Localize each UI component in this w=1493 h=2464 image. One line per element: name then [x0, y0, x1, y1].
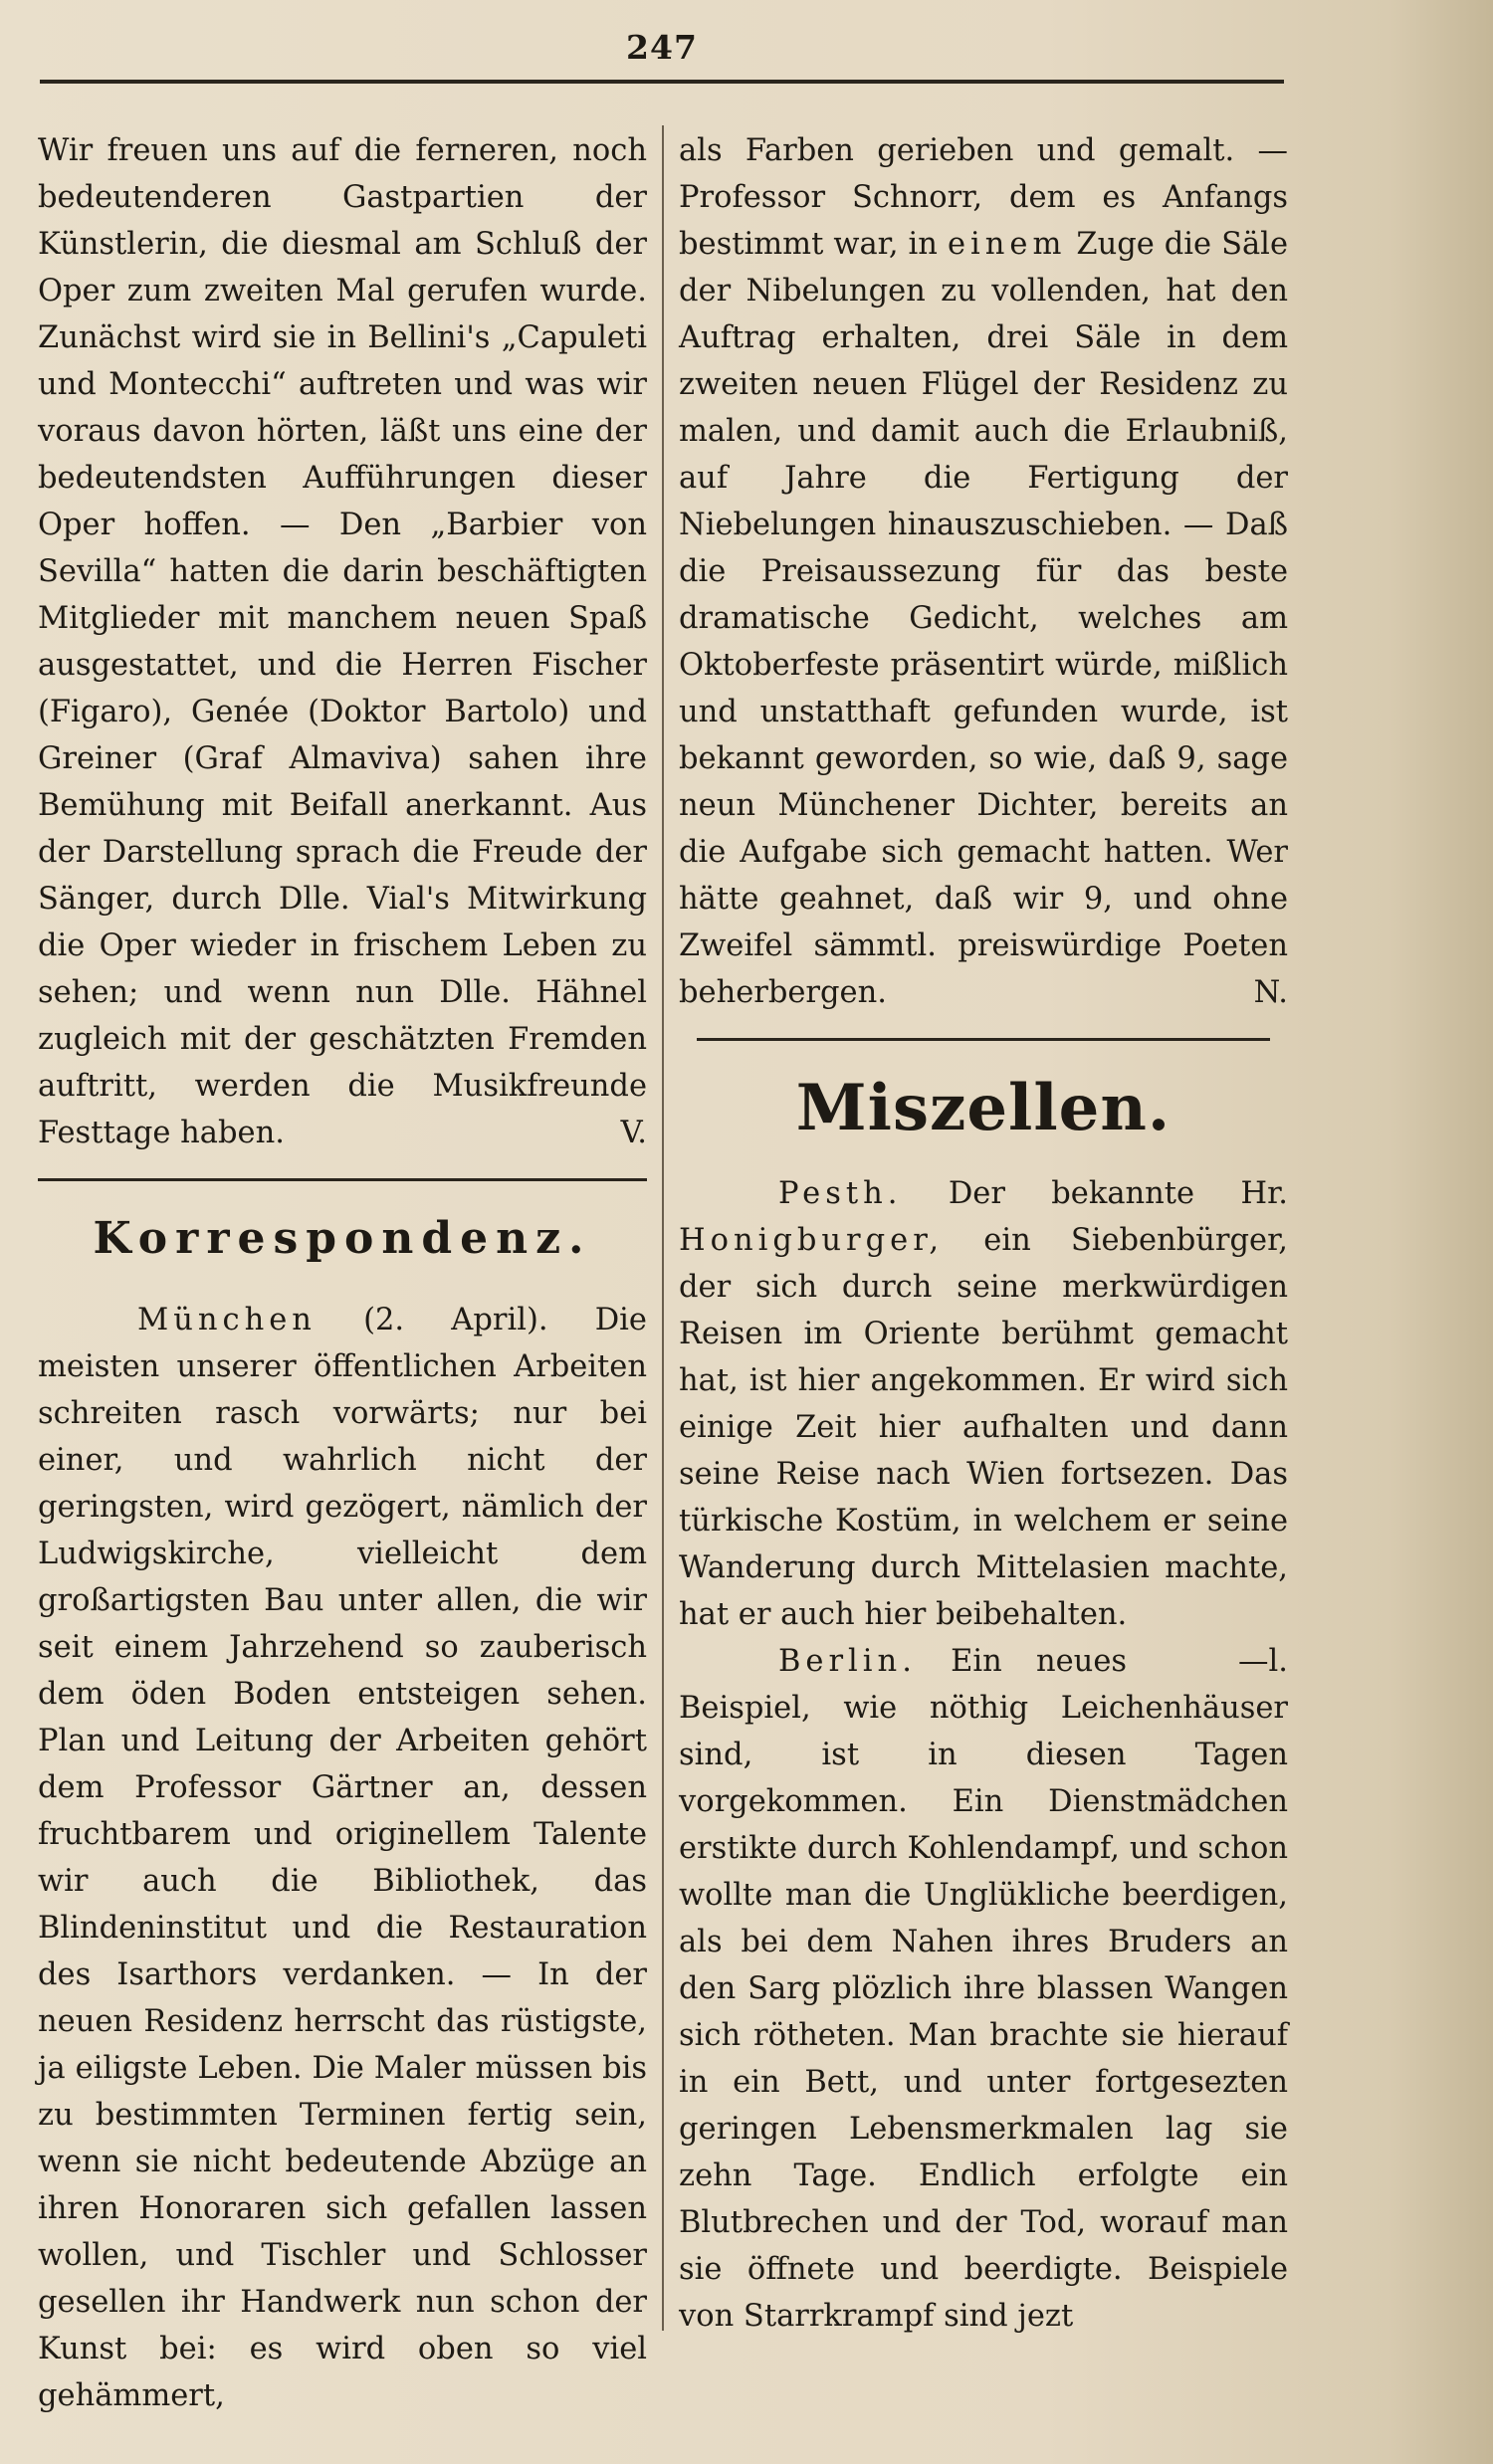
berlin-report-text: Ein neues Beispiel, wie nöthig Leichenhäuser sind, ist in diesen Tagen vorgekommen. Ein Dienstmädchen erstikte durch Kohlendampf, und schon wollte man die Unglükliche beerdigen, als bei dem Nahen ihres Bruders an den Sarg plözlich ihre blassen Wangen sich rötheten. Man brachte sie hierauf in ein Bett, und unter fortgesezten geringen Lebensmerkmalen lag sie zehn Tage. Endlich erfolgte ein Blutbrechen und der Tod, worauf man sie öffnete und beerdigte. Beispiele von Starrkrampf sind jezt — [679, 1644, 1288, 2334]
munich-report-text: (2. April). Die meisten unserer öffentlichen Arbeiten schreiten rasch vorwärts; nur bei einer, und wahrlich nicht der geringsten, wird gezögert, nämlich der Ludwigskirche, vielleicht dem großartigsten Bau unter allen, die wir seit einem Jahrzehend so zauberisch dem öden Boden entsteigen sehen. Plan und Leitung der Arbeiten gehört dem Professor Gärtner an, dessen fruchtbarem und originellem Talente wir auch die Bibliothek, das Blindeninstitut und die Restauration des Isarthors verdanken. — In der neuen Residenz herrscht das rüstigste, ja eiligste Leben. Die Maler müssen bis zu bestimmten Terminen fertig sein, wenn sie nicht bedeutende Abzüge an ihren Honoraren sich gefallen lassen wollen, und Tischler und Schlosser gesellen ihr Handwerk nun schon der Kunst bei: es wird oben so viel gehämmert, — [38, 1303, 647, 2413]
pesth-report-signature: —l. — [1238, 1644, 1288, 1679]
opera-review-signature: V. — [620, 1116, 647, 1150]
section-rule-right — [697, 1038, 1269, 1041]
opera-review-paragraph — [38, 127, 647, 1156]
munich-continuation-paragraph — [679, 127, 1288, 1016]
section-title-korrespondenz: Korrespondenz. — [93, 1213, 592, 1264]
page-header — [40, 28, 1284, 68]
berlin-report-paragraph — [679, 1638, 1288, 2340]
munich-continuation-emphasis: einem — [947, 227, 1067, 262]
munich-place-name: München — [137, 1303, 317, 1337]
pesth-report-text-2: ein Siebenbürger, der sich durch seine merkwürdigen Reisen im Oriente berühmt gemacht hat, ist hier angekommen. Er wird sich einige Zeit hier aufhalten und dann seine Reise nach Wien fortsezen. Das türkische Kostüm, in welchem er seine Wanderung durch Mittelasien machte, hat er auch hier beibehalten. — [679, 1223, 1288, 1632]
opera-review-text: Wir freuen uns auf die ferneren, noch bedeutenderen Gastpartien der Künstlerin, die diesmal am Schluß der Oper zum zweiten Mal gerufen wurde. Zunächst wird sie in Bellini's „Capuleti und Montecchi“ auftreten und was wir voraus davon hörten, läßt uns eine der bedeutendsten Aufführungen dieser Oper hoffen. — Den „Barbier von Sevilla“ hatten die darin beschäftigten Mitglieder mit manchem neuen Spaß ausgestattet, und die Herren Fischer (Figaro), Genée (Doktor Bartolo) und Greiner (Graf Almaviva) sahen ihre Bemühung mit Beifall anerkannt. Aus der Darstellung sprach die Freude der Sänger, durch Dlle. Vial's Mitwirkung die Oper wieder in frischem Leben zu sehen; und wenn nun Dlle. Hähnel zugleich mit der geschätzten Fremden auftritt, werden die Musikfreunde Festtage haben. — [38, 133, 647, 1150]
right-column — [679, 127, 1288, 2340]
column-divider — [662, 125, 664, 2331]
page-number: 247 — [626, 28, 698, 67]
pesth-report-text-1: Der bekannte Hr. — [948, 1176, 1288, 1211]
munich-report-paragraph — [38, 1297, 647, 2419]
munich-continuation-text-2: Zuge die Säle der Nibelungen zu vollenden, hat den Auftrag erhalten, drei Säle in dem zweiten neuen Flügel der Residenz zu malen, und damit auch die Erlaubniß, auf Jahre die Fertigung der Niebelungen hinauszuschieben. — Daß die Preisaussezung für das beste dramatische Gedicht, welches am Oktoberfeste präsentirt würde, mißlich und unstatthaft gefunden wurde, ist bekannt geworden, so wie, daß 9, sage neun Münchener Dichter, bereits an die Aufgabe sich gemacht hatten. Wer hätte geahnet, daß wir 9, und ohne Zweifel sämmtl. preiswürdige Poeten beherbergen. — [679, 227, 1288, 1010]
munich-continuation-text-1: als Farben gerieben und gemalt. — Professor Schnorr, dem es Anfangs bestimmt war, in — [679, 133, 1288, 262]
header-rule — [40, 80, 1284, 84]
section-rule-left — [38, 1178, 647, 1181]
pesth-place-name: Pesth. — [778, 1176, 903, 1211]
berlin-place-name: Berlin. — [778, 1644, 917, 1679]
munich-continuation-signature: N. — [1253, 975, 1288, 1010]
left-column — [38, 127, 647, 2419]
pesth-person-name: Honigburger, — [679, 1223, 945, 1258]
section-title-miszellen: Miszellen. — [795, 1071, 1172, 1145]
